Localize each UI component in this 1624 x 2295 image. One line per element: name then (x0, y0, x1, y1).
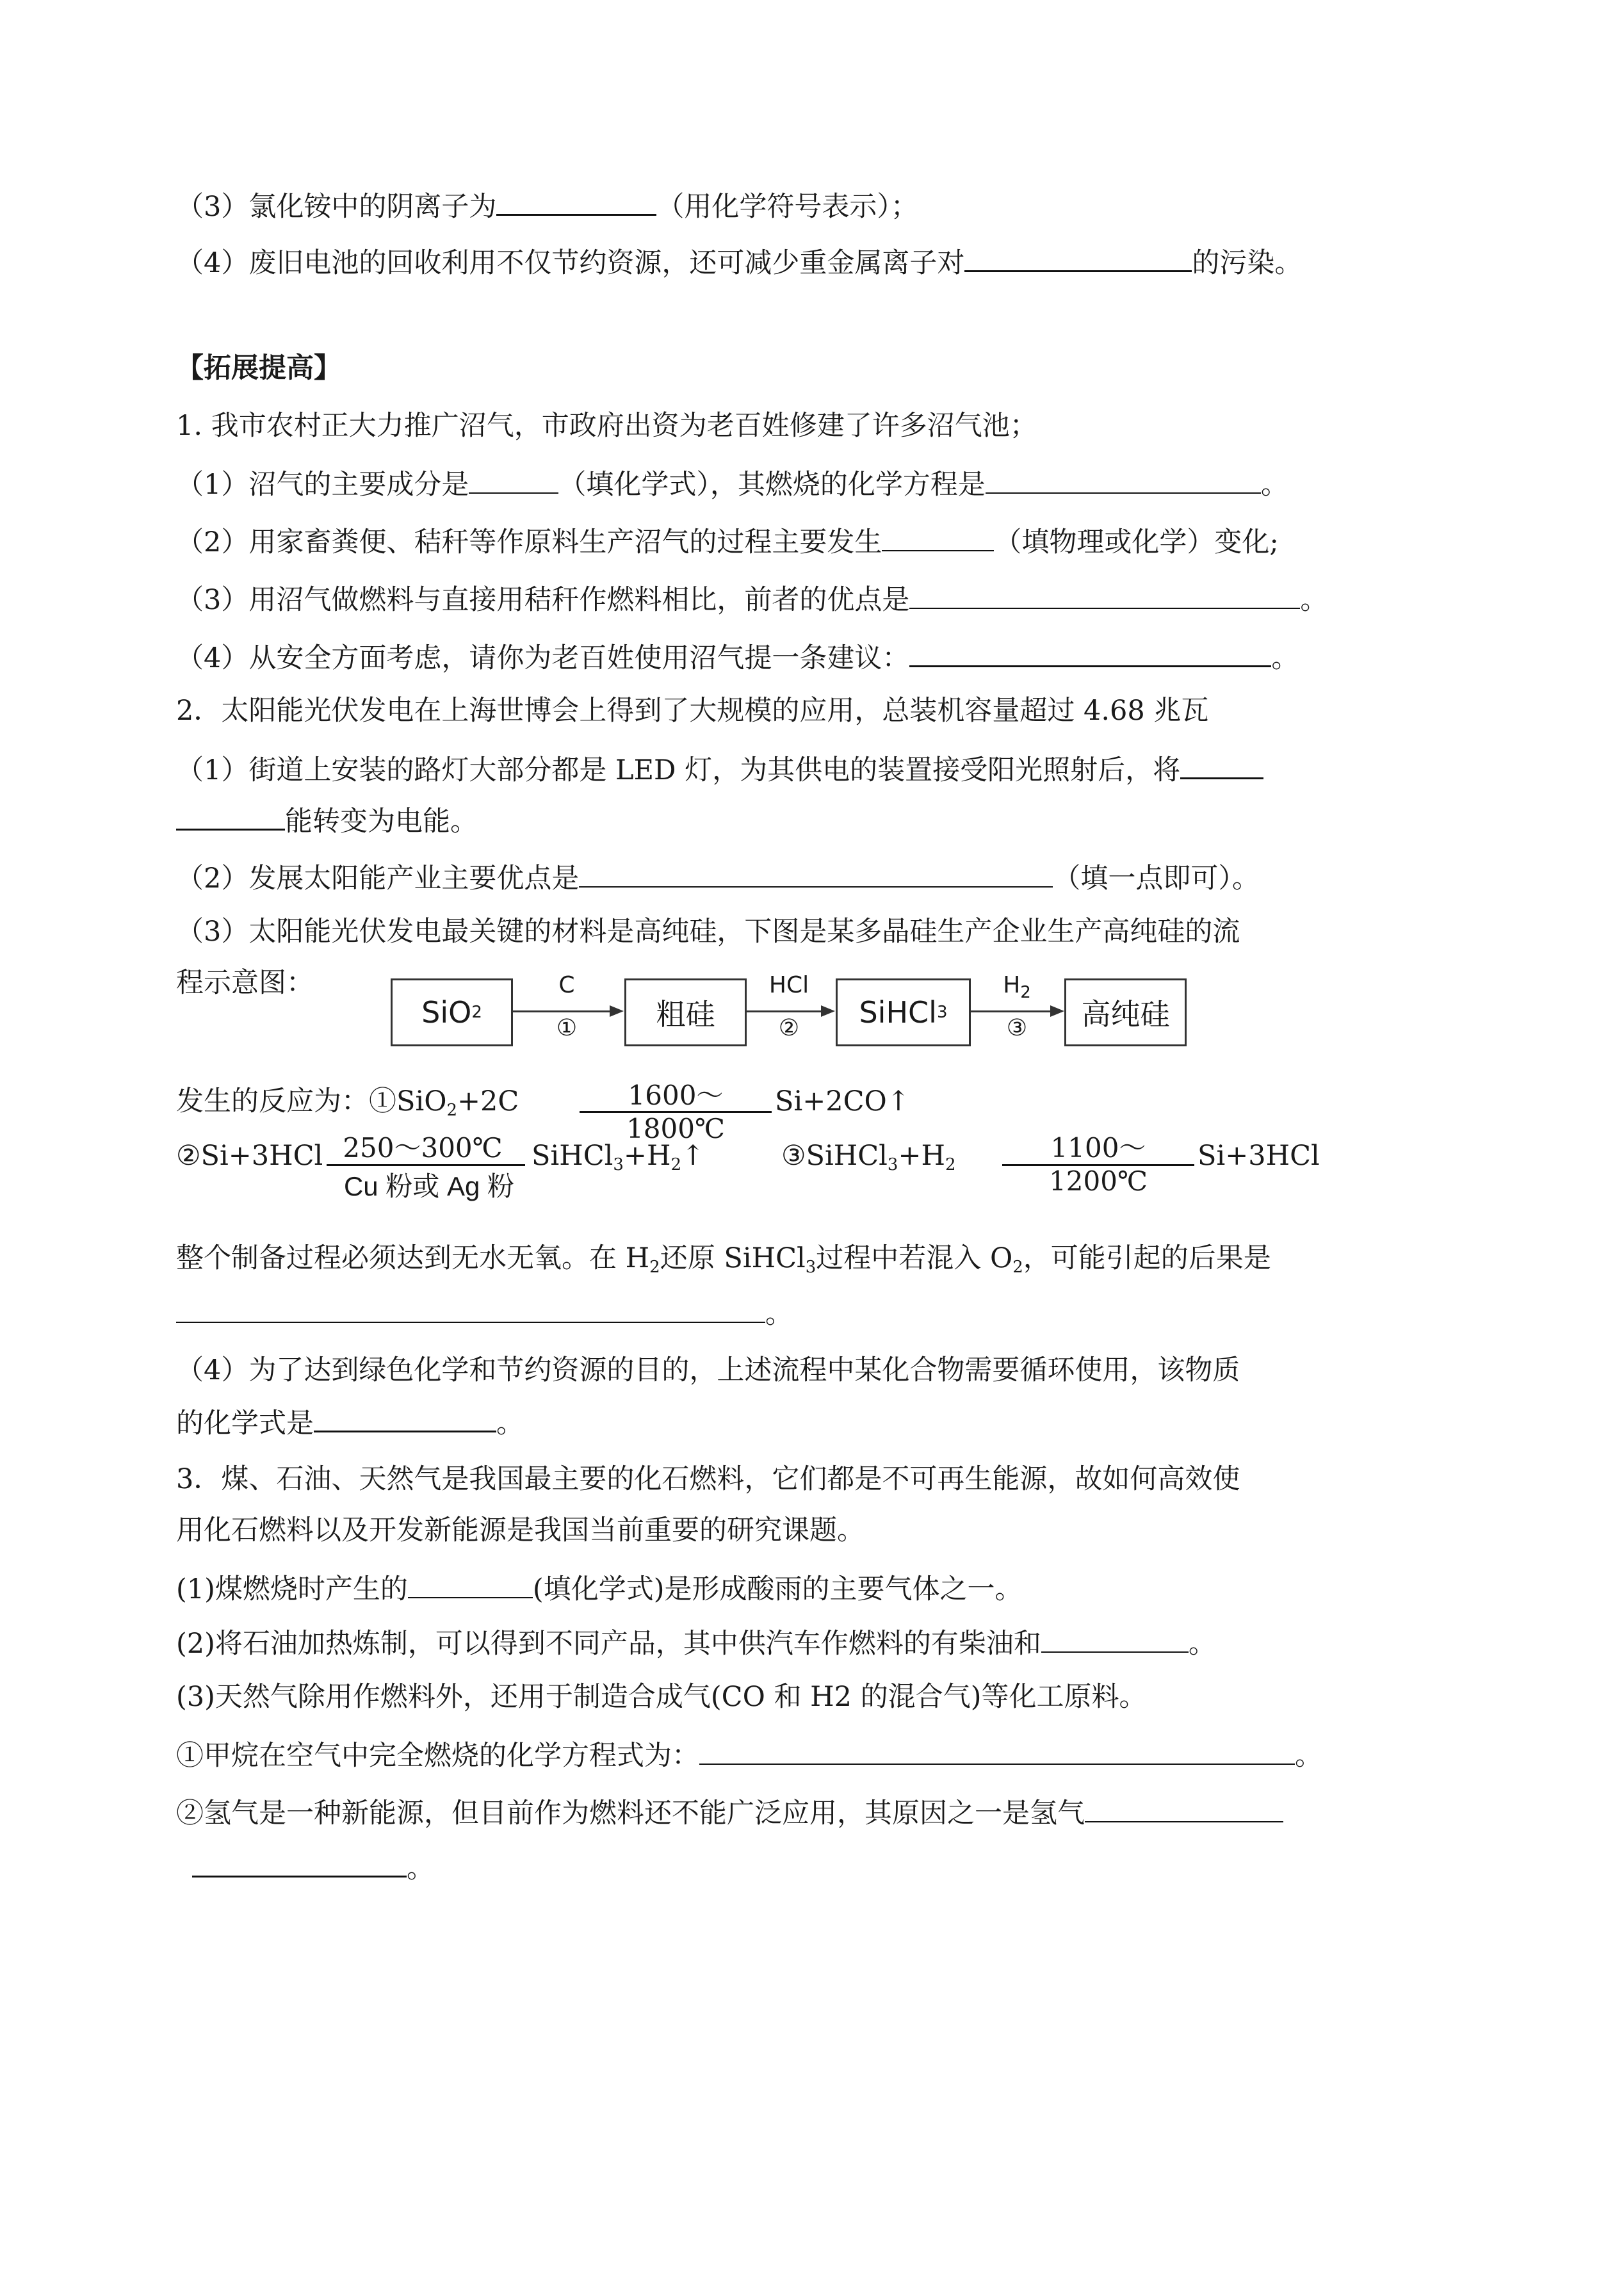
p1-q2 (176, 522, 1279, 562)
prev-q3 (176, 186, 918, 226)
text: +H (898, 1140, 945, 1172)
p2-q3-cont: 程示意图： (176, 967, 314, 999)
text: （1）街道上安装的路灯大部分都是 LED 灯，为其供电的装置接受阳光照射后，将 (176, 754, 1181, 786)
reaction-1-product: Si+2CO↑ (775, 1085, 910, 1117)
reaction-2: ②Si+3HCl (176, 1140, 323, 1172)
flow-arrow-1-top: C (558, 972, 575, 998)
reaction-3-product: Si+3HCl (1198, 1140, 1320, 1172)
p2-q3: （3）太阳能光伏发电最关键的材料是高纯硅，下图是某多晶硅生产企业生产高纯硅的流 (176, 916, 1240, 948)
text: +H (623, 1140, 671, 1172)
text: （2）发展太阳能产业主要优点是 (176, 863, 580, 895)
text: ①SiO (369, 1085, 447, 1117)
flow-arrow-3-bot: ③ (1006, 1015, 1028, 1041)
answer-blank[interactable] (176, 1293, 765, 1323)
flow-arrow-2-top: HCl (768, 972, 809, 998)
answer-blank[interactable] (882, 522, 994, 551)
flow-arrow-3-top: $H_2$ (1003, 972, 1031, 1002)
p2-q3-answer-line (176, 1293, 793, 1333)
answer-blank[interactable] (1180, 749, 1263, 779)
text: 。 (1300, 584, 1328, 616)
text: 的化学式是 (176, 1407, 314, 1439)
p3-q1 (176, 1569, 1022, 1609)
answer-blank[interactable] (408, 1569, 533, 1598)
prev-q3-text-b: （用化学符号表示）； (656, 191, 918, 223)
reaction-2-condition-bot: Cu 粉或 Ag 粉 (343, 1171, 515, 1201)
prev-q4-text: （4）废旧电池的回收利用不仅节约资源，还可减少重金属离子对 (176, 247, 965, 279)
p3-q2 (176, 1623, 1216, 1663)
p2-q1 (176, 749, 1263, 790)
text: 发生的反应为： (176, 1085, 369, 1117)
text: ②氢气是一种新能源，但目前作为燃料还不能广泛应用，其原因之一是氢气 (176, 1797, 1085, 1829)
flow-box-sio2: SiO 2 (391, 978, 513, 1046)
text: ↑ (681, 1140, 705, 1172)
answer-blank[interactable] (1085, 1793, 1283, 1822)
answer-blank[interactable] (909, 580, 1300, 609)
answer-blank[interactable] (909, 637, 1271, 667)
answer-blank[interactable] (986, 464, 1261, 494)
text: ①甲烷在空气中完全燃烧的化学方程式为： (176, 1740, 699, 1772)
flow-box-pure-si: 高纯硅 (1064, 978, 1187, 1046)
flow-arrow-3 (969, 1010, 1062, 1012)
text: 。 (1271, 642, 1299, 674)
flow-arrow-2 (745, 1010, 832, 1012)
section-title: 【拓展提高】 (176, 352, 341, 384)
reaction-3-bar (1002, 1164, 1194, 1166)
text: SiHCl (532, 1140, 613, 1172)
text: 。 (1295, 1740, 1322, 1772)
text: （3）用沼气做燃料与直接用秸秆作燃料相比，前者的优点是 (176, 584, 910, 616)
p2-q4-cont (176, 1402, 524, 1443)
text: 。 (1260, 469, 1288, 501)
text: （填化学式），其燃烧的化学方程是 (558, 469, 986, 501)
text: (2)将石油加热炼制，可以得到不同产品，其中供汽车作燃料的有柴油和 (176, 1628, 1041, 1660)
answer-blank[interactable] (699, 1735, 1295, 1765)
p2-stem: 2．太阳能光伏发电在上海世博会上得到了大规模的应用，总装机容量超过 4.68 兆瓦 (176, 695, 1209, 727)
text: 。 (1188, 1628, 1216, 1660)
text: +2C (457, 1085, 519, 1117)
p2-q1-cont (176, 800, 478, 841)
text: （4）从安全方面考虑，请你为老百姓使用沼气提一条建议： (176, 642, 910, 674)
text: 。 (407, 1853, 434, 1885)
text: （2）用家畜粪便、秸秆等作原料生产沼气的过程主要发生 (176, 526, 882, 558)
answer-blank[interactable] (579, 858, 1053, 888)
answer-blank[interactable] (192, 1847, 407, 1877)
reaction-2-product: $SiHCl_3+H_2↑$ (532, 1140, 705, 1174)
reaction-2-condition-top: 250～300℃ (343, 1132, 503, 1164)
text: 。 (765, 1298, 793, 1330)
p2-q3-consequence: 整个制备过程必须达到无水无氧。在 $H_2$还原 SiHCl$_3$过程中若混入 $O_2$，可能引起的后果是 (176, 1242, 1271, 1277)
p1-stem: 1. 我市农村正大力推广沼气，市政府出资为老百姓修建了许多沼气池； (176, 410, 1037, 442)
p2-q2 (176, 858, 1260, 898)
text: 还原 SiHCl (660, 1242, 806, 1274)
text: （填物理或化学）变化; (994, 526, 1279, 558)
p3-q3-2-cont (192, 1847, 434, 1888)
answer-blank[interactable] (1041, 1623, 1189, 1653)
flow-arrow-2-bot: ② (778, 1015, 800, 1041)
text: ③SiHCl (781, 1140, 888, 1172)
p2-q4: （4）为了达到绿色化学和节约资源的目的，上述流程中某化合物需要循环使用，该物质 (176, 1354, 1240, 1386)
p3-q3: (3)天然气除用作燃料外，还用于制造合成气(CO 和 H2 的混合气)等化工原料。 (176, 1681, 1147, 1713)
flow-box-crude-si: 粗硅 (624, 978, 747, 1046)
p1-q4 (176, 637, 1299, 677)
text: (1)煤燃烧时产生的 (176, 1573, 408, 1605)
p3-q3-2 (176, 1793, 1283, 1833)
answer-blank[interactable] (314, 1402, 496, 1432)
flow-arrow-1-bot: ① (556, 1015, 578, 1041)
flow-diagram (391, 961, 1223, 1050)
answer-blank[interactable] (496, 186, 656, 216)
text: （填一点即可）。 (1053, 863, 1260, 895)
p3-stem: 3．煤、石油、天然气是我国最主要的化石燃料，它们都是不可再生能源，故如何高效使 (176, 1463, 1240, 1495)
text: 整个制备过程必须达到无水无氧。在 H (176, 1242, 650, 1274)
flow-arrow-1 (511, 1010, 621, 1012)
prev-q4 (176, 242, 1302, 282)
reaction-1-condition: 1600～1800℃ (626, 1080, 725, 1144)
text: （1）沼气的主要成分是 (176, 469, 469, 501)
p1-q1 (176, 464, 1288, 504)
prev-q3-text: （3）氯化铵中的阴离子为 (176, 191, 497, 223)
p3-q3-1 (176, 1735, 1322, 1775)
answer-blank[interactable] (469, 464, 558, 494)
text: (填化学式)是形成酸雨的主要气体之一。 (532, 1573, 1023, 1605)
reaction-1-bar (580, 1111, 772, 1113)
answer-blank[interactable] (964, 242, 1192, 272)
answer-blank[interactable] (176, 800, 285, 831)
reaction-1: 发生的反应为：①SiO$_2$+2C (176, 1085, 519, 1120)
text: 。 (496, 1407, 524, 1439)
text: ，可能引起的后果是 (1023, 1242, 1271, 1274)
text: 能转变为电能。 (285, 806, 478, 838)
prev-q4-text-b: 的污染。 (1192, 247, 1303, 279)
flow-box-sihcl3: SiHCl 3 (836, 978, 971, 1046)
reaction-3-condition: 1100～1200℃ (1049, 1132, 1148, 1197)
reaction-3: $③SiHCl_3+H_2$ (781, 1140, 956, 1174)
p1-q3 (176, 580, 1328, 619)
p3-stem-cont: 用化石燃料以及开发新能源是我国当前重要的研究课题。 (176, 1514, 865, 1546)
text: 过程中若混入 O (816, 1242, 1013, 1274)
